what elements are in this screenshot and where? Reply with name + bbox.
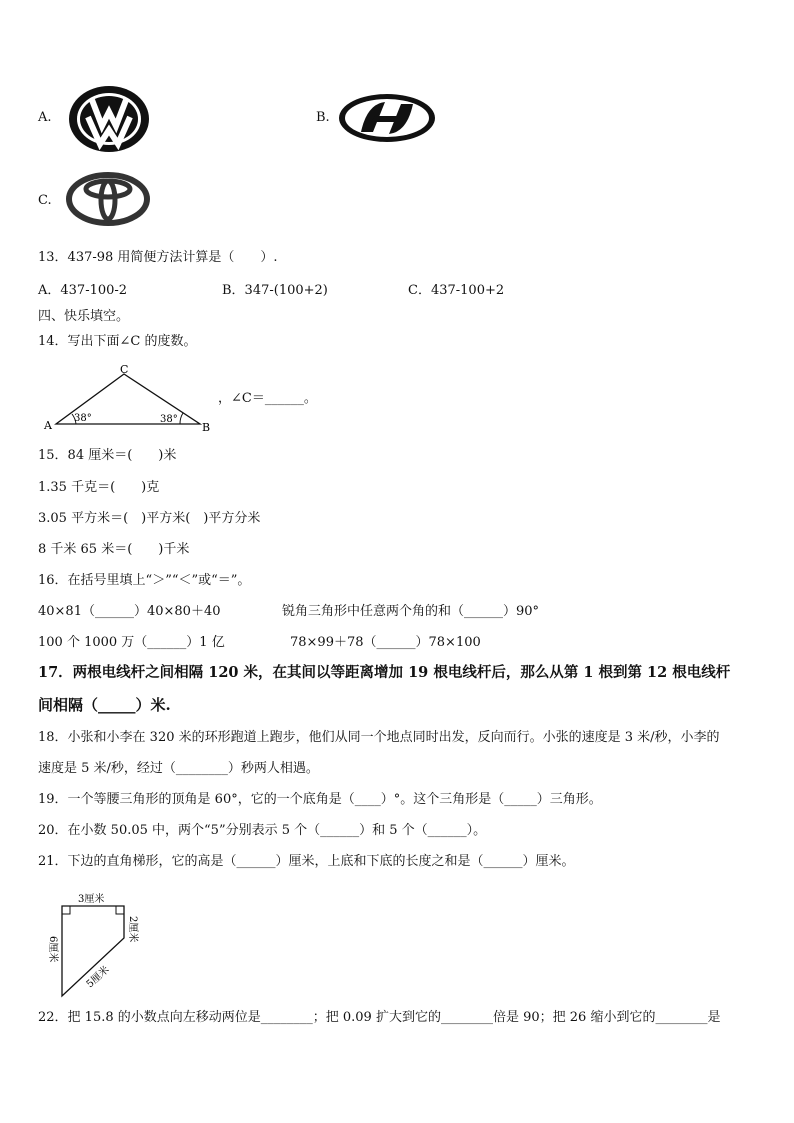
angle-b-label: 38°	[160, 414, 178, 425]
q17-line-1: 17．两根电线杆之间相隔 120 米，在其间以等距离增加 19 根电线杆后，那么从第 1 根到第 12 根电线杆	[38, 664, 731, 681]
q13-option-b: B．347-(100+2)	[222, 283, 328, 298]
q15-line-2: 1.35 千克＝( )克	[38, 480, 160, 495]
q15-line-4: 8 千米 65 米＝( )千米	[38, 542, 190, 557]
q20-text: 20．在小数 50.05 中，两个“5”分别表示 5 个（______）和 5 个（______）。	[38, 823, 487, 838]
q13-option-c: C．437-100+2	[408, 283, 505, 298]
q19-text: 19．一个等腰三角形的顶角是 60°，它的一个底角是（____）°。这个三角形是（_____）三角形。	[38, 792, 602, 807]
trapezoid-figure	[40, 888, 150, 1000]
section-heading: 四、快乐填空。	[38, 309, 130, 324]
q18-line-1: 18．小张和小李在 320 米的环形跑道上跑步，他们从同一个地点同时出发，反向而行。小张的速度是 3 米/秒，小李的	[38, 730, 720, 745]
triangle-figure	[42, 362, 214, 434]
vertex-c-label: C	[120, 363, 129, 376]
height-label: 6厘米	[47, 936, 58, 963]
q16-item-a: 40×81（______）40×80＋40	[38, 604, 221, 619]
vertex-b-label: B	[202, 421, 211, 434]
top-base-label: 3厘米	[78, 894, 105, 905]
angle-a-label: 38°	[74, 413, 92, 424]
q16-stem: 16．在括号里填上“＞”“＜”或“＝”。	[38, 573, 251, 588]
q13-stem: 13．437-98 用简便方法计算是（ ）.	[38, 250, 278, 265]
q21-stem: 21．下边的直角梯形，它的高是（______）厘米，上底和下底的长度之和是（______）厘米。	[38, 854, 575, 869]
option-b-label: B.	[316, 110, 330, 125]
option-a-label: A.	[38, 110, 52, 125]
q17-line-2: 间相隔（_____）米.	[38, 696, 171, 714]
volkswagen-logo	[66, 84, 152, 154]
toyota-logo	[66, 172, 150, 226]
q15-line-3: 3.05 平方米＝( )平方米( )平方分米	[38, 511, 261, 526]
q15-line-1: 15．84 厘米＝( )米	[38, 448, 177, 463]
q14-answer: ，∠C＝______。	[218, 391, 317, 406]
right-side-label: 2厘米	[127, 916, 138, 943]
vertex-a-label: A	[44, 419, 52, 432]
q16-item-c: 100 个 1000 万（______）1 亿	[38, 635, 225, 650]
q16-item-b: 锐角三角形中任意两个角的和（______）90°	[282, 604, 540, 619]
hyundai-logo	[337, 92, 437, 144]
slant-side-label: 5厘米	[84, 964, 112, 991]
q16-item-d: 78×99＋78（______）78×100	[290, 635, 481, 650]
q14-stem: 14．写出下面∠C 的度数。	[38, 334, 197, 349]
option-c-label: C.	[38, 193, 52, 208]
q22-text: 22．把 15.8 的小数点向左移动两位是________；把 0.09 扩大到它的________倍是 90；把 26 缩小到它的________是	[38, 1010, 721, 1025]
q13-option-a: A．437-100-2	[38, 283, 128, 298]
q18-line-2: 速度是 5 米/秒，经过（________）秒两人相遇。	[38, 761, 319, 776]
